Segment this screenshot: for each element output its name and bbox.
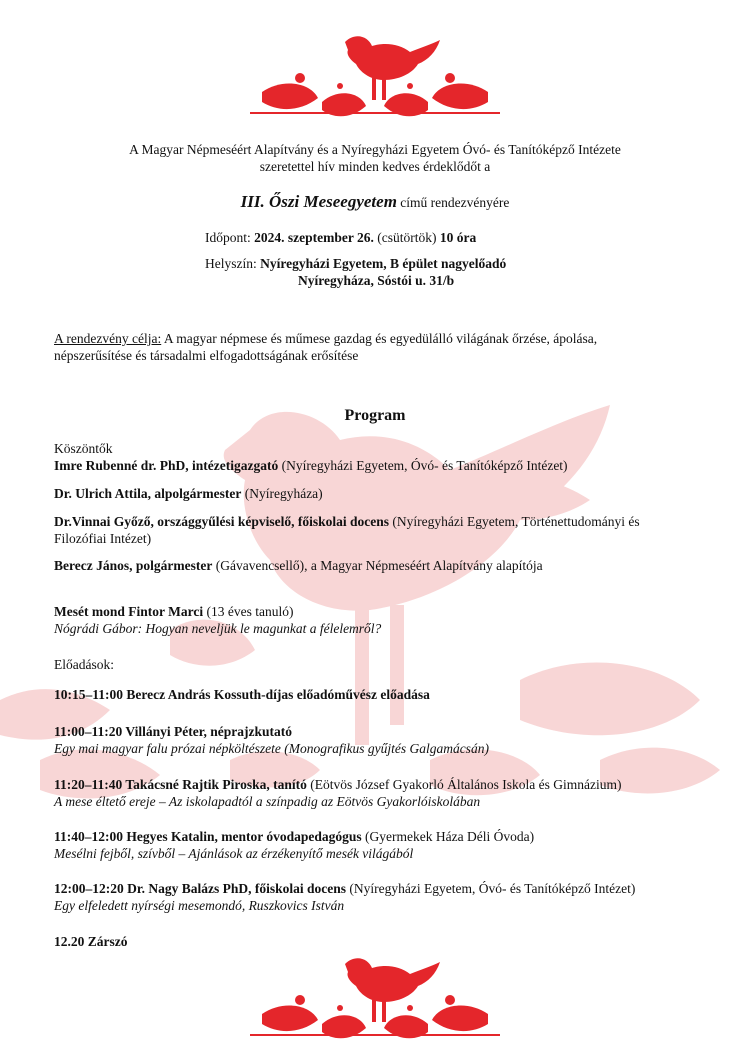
lecture-3-org: (Eötvös József Gyakorló Általános Iskola és Gimnázium) [306, 777, 622, 792]
lecture-5-org: (Nyíregyházi Egyetem, Óvó- és Tanítóképző Intézet) [346, 881, 636, 896]
time-line [205, 229, 705, 246]
tale-title: Nógrádi Gábor: Hogyan neveljük le magunkat a félelemről? [54, 621, 382, 636]
lecture-5 [54, 880, 714, 897]
event-title-line [0, 192, 750, 212]
header-line-2: szeretettel hív minden kedves érdeklődőt a [259, 159, 491, 174]
header-line-1: A Magyar Népmeséért Alapítvány és a Nyíregyházi Egyetem Óvó- és Tanítóképző Intézete [129, 142, 621, 157]
greeting-2 [54, 485, 714, 502]
purpose-line-2: népszerűsítése és társadalmi elfogadottságának erősítése [54, 348, 359, 363]
purpose-line-1 [54, 330, 714, 347]
tale-line [54, 603, 714, 620]
greeting-3-name: Dr.Vinnai Győző, országgyűlési képviselő, főiskolai docens [54, 514, 390, 529]
greeting-3-org-2: Filozófiai Intézet) [54, 531, 152, 546]
greeting-1-org: (Nyíregyházi Egyetem, Óvó- és Tanítóképző Intézet) [278, 458, 568, 473]
place-label: Helyszín: [205, 256, 261, 271]
purpose-text-1: A magyar népmese és műmese gazdag és egyedülálló világának őrzése, ápolása, [161, 331, 598, 346]
greeting-1-name: Imre Rubenné dr. PhD, intézetigazgató [54, 458, 279, 473]
lecture-5-speaker: 12:00–12:20 Dr. Nagy Balázs PhD, főiskolai docens [54, 881, 347, 896]
program-heading: Program [344, 407, 406, 424]
lecture-2-title: Egy mai magyar falu prózai népköltészete (Monografikus gyűjtés Galgamácsán) [54, 741, 489, 756]
lecture-3-speaker: 11:20–11:40 Takácsné Rajtik Piroska, tanító [54, 777, 307, 792]
lecture-1: 10:15–11:00 Berecz András Kossuth-díjas előadóművész előadása [54, 687, 430, 702]
greeting-4-org: (Gávavencsellő), a Magyar Népmeséért Alapítvány alapítója [212, 558, 543, 573]
lecture-2: 11:00–11:20 Villányi Péter, néprajzkutató [54, 724, 292, 739]
purpose-label: A rendezvény célja: [54, 331, 162, 346]
time-label: Időpont: [205, 230, 255, 245]
greeting-4-name: Berecz János, polgármester [54, 558, 213, 573]
time-day: (csütörtök) [373, 230, 440, 245]
greetings-label: Köszöntők [54, 441, 113, 456]
closing: 12.20 Zárszó [54, 934, 128, 949]
lecture-4-speaker: 11:40–12:00 Hegyes Katalin, mentor óvodapedagógus [54, 829, 362, 844]
lecture-4-title: Mesélni fejből, szívből – Ajánlások az érzékenyítő mesék világából [54, 846, 414, 861]
tale-note: (13 éves tanuló) [203, 604, 294, 619]
greeting-2-name: Dr. Ulrich Attila, alpolgármester [54, 486, 242, 501]
greeting-3 [54, 513, 714, 530]
time-date: 2024. szeptember 26. [254, 230, 374, 245]
lectures-label: Előadások: [54, 657, 114, 672]
lecture-5-title: Egy elfeledett nyírségi mesemondó, Ruszkovics István [54, 898, 345, 913]
place-line [205, 255, 705, 272]
tale-name: Mesét mond Fintor Marci [54, 604, 204, 619]
greeting-4 [54, 557, 714, 574]
place-line-1: Nyíregyházi Egyetem, B épület nagyelőadó [260, 256, 507, 271]
event-title: III. Őszi Meseegyetem [240, 192, 397, 211]
greeting-2-org: (Nyíregyháza) [241, 486, 323, 501]
lecture-4 [54, 828, 714, 845]
greeting-1 [54, 457, 714, 474]
time-hour: 10 óra [439, 230, 477, 245]
lecture-4-org: (Gyermekek Háza Déli Óvoda) [361, 829, 535, 844]
event-title-suffix: című rendezvényére [396, 195, 510, 210]
greeting-3-org-1: (Nyíregyházi Egyetem, Történettudományi és [389, 514, 640, 529]
place-line-2: Nyíregyháza, Sóstói u. 31/b [298, 273, 455, 288]
lecture-3-title: A mese éltető ereje – Az iskolapadtól a színpadig az Eötvös Gyakorlóiskolában [54, 794, 481, 809]
lecture-3 [54, 776, 714, 793]
